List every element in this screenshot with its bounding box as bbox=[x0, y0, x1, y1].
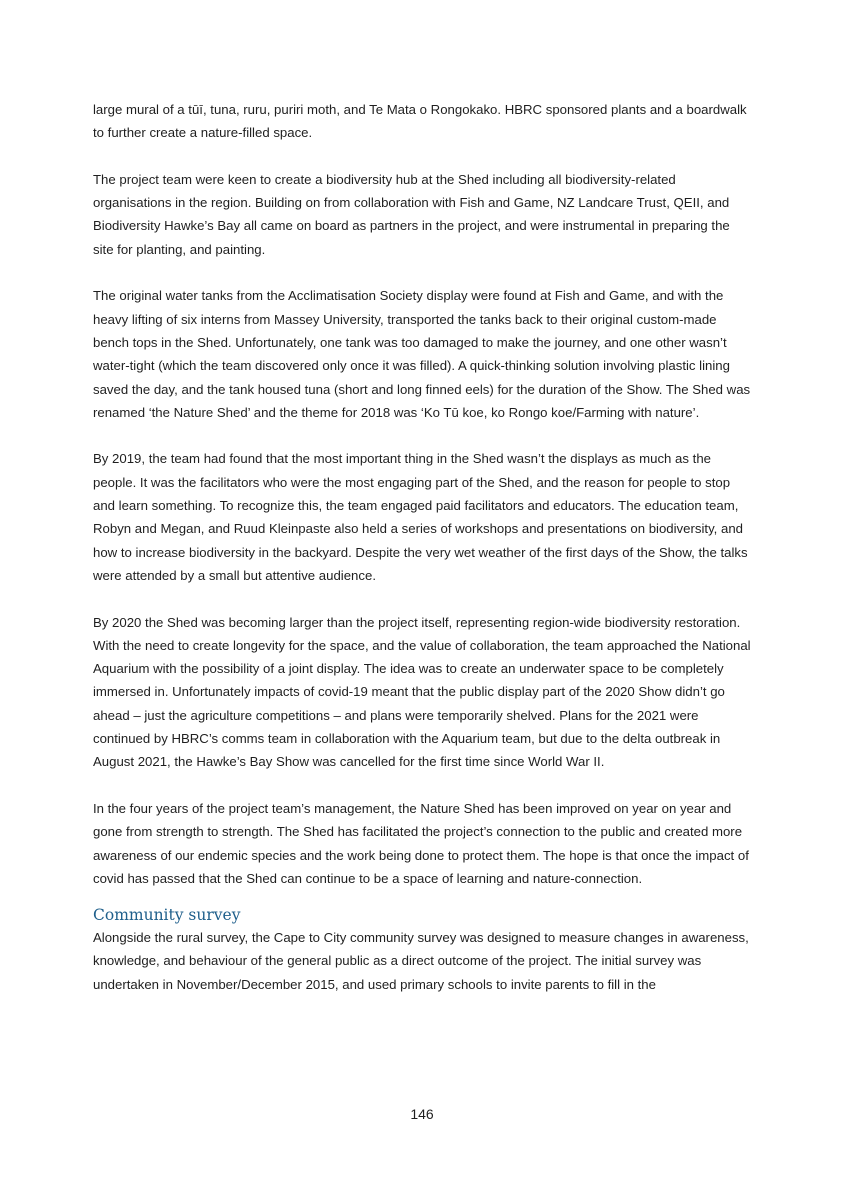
paragraph-biodiversity-hub: The project team were keen to create a biodiversity hub at the Shed including all biodiversity-related organisations in the region. Building on from collaboration with Fish and Game, NZ Landcare Trust, QEII, and Biodiversity Hawke’s Bay all came on board as partners in the project, and were instrumental in preparing the site for planting, and painting. bbox=[93, 171, 730, 257]
paragraph-community-survey: Alongside the rural survey, the Cape to City community survey was designed to measure changes in awareness, knowledge, and behaviour of the general public as a direct outcome of the project. The initial survey was undertaken in November/December 2015, and used primary schools to invite parents to fill in the bbox=[93, 930, 749, 992]
section-heading: Community survey bbox=[93, 906, 241, 925]
paragraph-four-years: In the four years of the project team’s management, the Nature Shed has been improved on year on year and gone from strength to strength. The Shed has facilitated the project’s connection to the public and created more awareness of our endemic species and the work being done to protect them. The hope is that once the impact of covid has passed that the Shed can continue to be a space of learning and nature-connection. bbox=[93, 800, 749, 886]
paragraph-2020: By 2020 the Shed was becoming larger than the project itself, representing region-wide biodiversity restoration. With the need to create longevity for the space, and the value of collaboration, the team approached the National Aquarium with the possibility of a joint display. The idea was to create an underwater space to be completely immersed in. Unfortunately impacts of covid-19 meant that the public display part of the 2020 Show didn’t go ahead – just the agriculture competitions – and plans were temporarily shelved. Plans for the 2021 were continued by HBRC’s comms team in collaboration with the Aquarium team, but due to the delta outbreak in August 2021, the Hawke’s Bay Show was cancelled for the first time since World War II. bbox=[93, 614, 751, 770]
page-body bbox=[93, 98, 753, 1019]
paragraph-2019: By 2019, the team had found that the most important thing in the Shed wasn’t the displays as much as the people. It was the facilitators who were the most engaging part of the Shed, and the reason for people to stop and learn something. To recognize this, the team engaged paid facilitators and educators. The education team, Robyn and Megan, and Ruud Kleinpaste also held a series of workshops and presentations on biodiversity, and how to increase biodiversity in the backyard. Despite the very wet weather of the first days of the Show, the talks were attended by a small but attentive audience. bbox=[93, 451, 748, 583]
page-number: 146 bbox=[410, 1106, 434, 1122]
paragraph-water-tanks: The original water tanks from the Acclimatisation Society display were found at Fish and Game, and with the heavy lifting of six interns from Massey University, transported the tanks back to their original custom-made bench tops in the Shed. Unfortunately, one tank was too damaged to make the journey, and one other wasn’t water-tight (which the team discovered only once it was filled). A quick-thinking solution involving plastic lining saved the day, and the tank housed tuna (short and long finned eels) for the duration of the Show. The Shed was renamed ‘the Nature Shed’ and the theme for 2018 was ‘Ko Tū koe, ko Rongo koe/Farming with nature’. bbox=[93, 288, 751, 420]
paragraph-mural: large mural of a tūī, tuna, ruru, puriri moth, and Te Mata o Rongokako. HBRC sponsored plants and a boardwalk to further create a nature-filled space. bbox=[93, 102, 747, 141]
